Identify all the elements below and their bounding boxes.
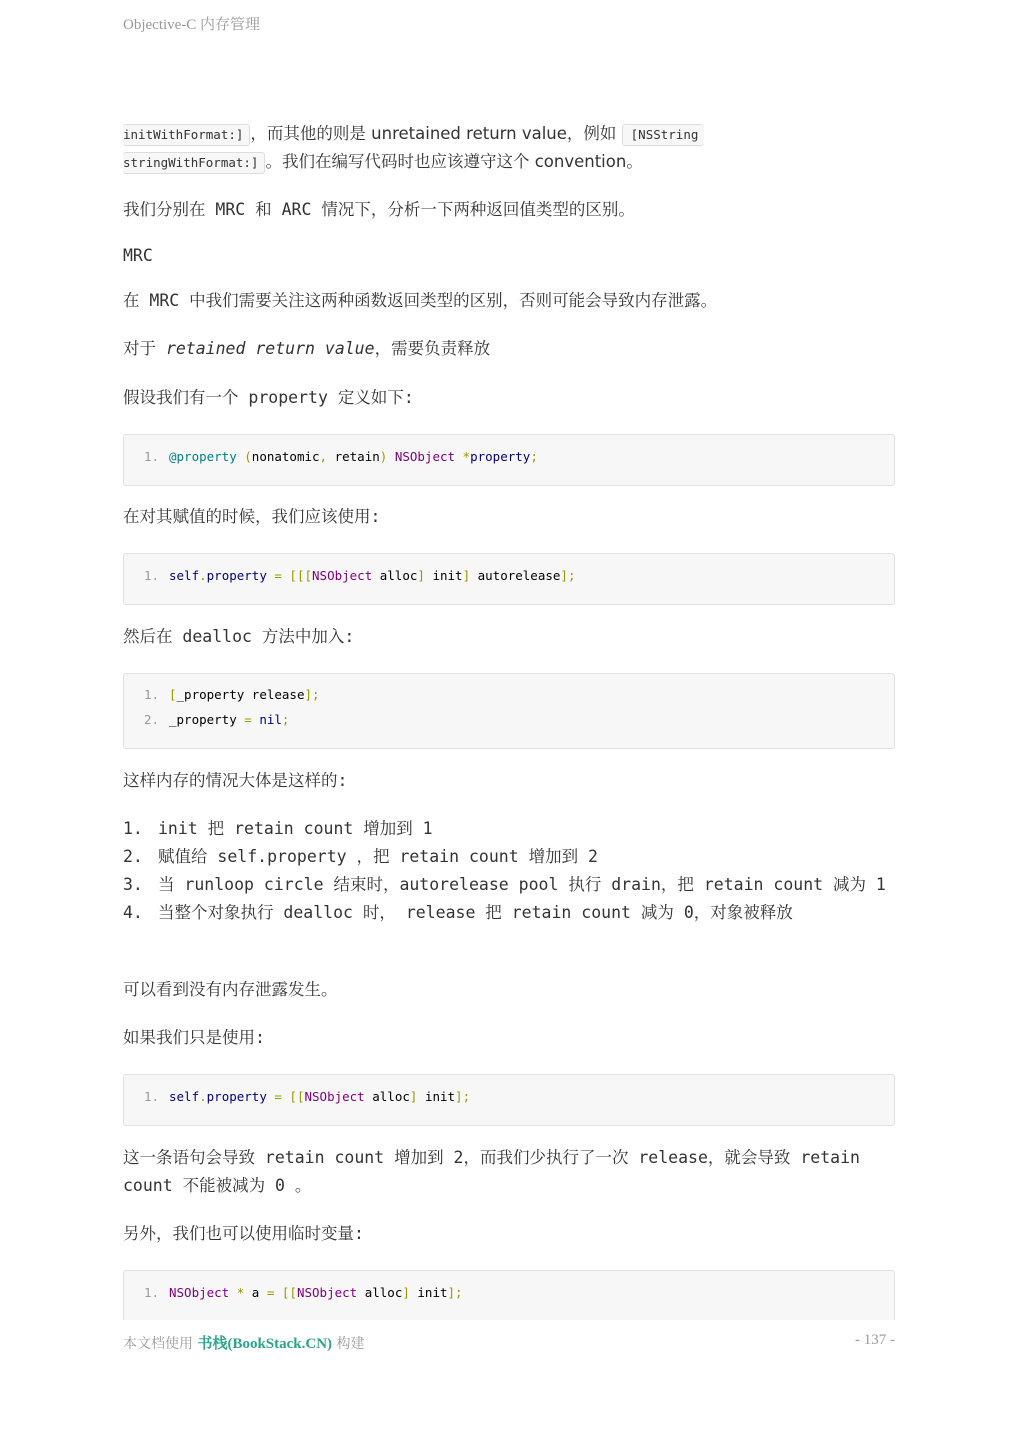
emphasis: retained return value	[165, 339, 375, 358]
code-token: ]	[462, 568, 478, 583]
text-segment: 对于	[123, 339, 166, 358]
code-token: .	[199, 568, 207, 583]
code-token: ];	[455, 1089, 471, 1104]
code-token: = [[	[259, 1285, 297, 1300]
code-token: ;	[530, 449, 538, 464]
list-item	[123, 871, 895, 899]
list-text: init 把 retain count 增加到 1	[158, 819, 433, 838]
paragraph-no-leak: 可以看到没有内存泄露发生。	[123, 980, 338, 999]
line-number: 2.	[144, 712, 160, 727]
code-token: (	[236, 449, 252, 464]
list-text: 当整个对象执行 dealloc 时， release 把 retain count 减为 0，对象被释放	[158, 903, 793, 922]
footer-text: 构建	[332, 1336, 365, 1352]
ordered-list	[123, 815, 895, 927]
code-token: )	[379, 449, 395, 464]
code-token: .	[199, 1089, 207, 1104]
code-line	[144, 710, 289, 730]
code-token: = [[	[266, 1089, 305, 1104]
line-number: 1.	[144, 1089, 160, 1104]
code-token: init	[424, 1089, 456, 1104]
code-token: @property	[169, 449, 237, 464]
list-number: 2.	[123, 847, 143, 866]
paragraph-temp-var: 另外，我们也可以使用临时变量:	[123, 1224, 364, 1243]
line-number: 1.	[144, 568, 160, 583]
page-content	[123, 0, 895, 1320]
code-line	[144, 1283, 463, 1303]
code-token: = [[[	[266, 568, 313, 583]
code-line	[144, 685, 320, 705]
code-token: NSObject	[296, 1285, 358, 1300]
running-header: Objective-C 内存管理	[123, 17, 261, 33]
code-token: self	[169, 568, 200, 583]
code-block	[123, 434, 895, 486]
paragraph-leak-explain: 这一条语句会导致 retain count 增加到 2，而我们少执行了一次 release，就会导致 retain count 不能被减为 0 。	[123, 1148, 860, 1195]
inline-code: initWithFormat:]	[123, 124, 250, 146]
text-segment: ，需要负责释放	[374, 339, 491, 358]
section-label-mrc: MRC	[123, 246, 153, 265]
text-segment: ，而其他的则是 unretained return value，例如	[250, 124, 622, 143]
paragraph-return-values-cont	[123, 148, 895, 176]
code-block	[123, 553, 895, 605]
code-token: ]	[417, 568, 433, 583]
text-segment: 。我们在编写代码时也应该遵守这个 convention。	[265, 152, 643, 171]
code-line	[144, 447, 538, 467]
list-number: 4.	[123, 903, 143, 922]
code-token: ]	[409, 1089, 425, 1104]
paragraph-return-values	[123, 120, 895, 148]
code-token: _property release	[176, 687, 305, 702]
code-token: init	[432, 568, 463, 583]
paragraph-only-use: 如果我们只是使用:	[123, 1028, 265, 1047]
paragraph-mrc-note: 在 MRC 中我们需要关注这两种函数返回类型的区别，否则可能会导致内存泄露。	[123, 291, 718, 310]
code-token: nonatomic	[251, 449, 320, 464]
code-block	[123, 1270, 895, 1320]
paragraph-dealloc: 然后在 dealloc 方法中加入:	[123, 627, 355, 646]
paragraph-memory-state: 这样内存的情况大体是这样的:	[123, 771, 348, 790]
paragraph-property-def: 假设我们有一个 property 定义如下:	[123, 388, 414, 407]
code-token: ];	[304, 687, 320, 702]
code-block	[123, 673, 895, 749]
list-item	[123, 843, 895, 871]
footer-brand-link[interactable]: 书栈(BookStack.CN)	[197, 1336, 333, 1352]
code-token: NSObject	[304, 1089, 365, 1104]
code-token: a	[251, 1285, 260, 1300]
paragraph-retained	[123, 335, 895, 363]
list-item	[123, 815, 895, 843]
code-token: alloc	[372, 568, 418, 583]
code-token: property	[206, 568, 267, 583]
page-number: - 137 -	[855, 1332, 895, 1348]
code-token: alloc	[357, 1285, 403, 1300]
footer-text: 本文档使用	[123, 1336, 198, 1352]
code-token: self	[169, 1089, 200, 1104]
code-token: [	[169, 687, 177, 702]
footer-credit	[123, 1332, 365, 1353]
code-token: ];	[560, 568, 576, 583]
code-token: ];	[447, 1285, 463, 1300]
list-text: 赋值给 self.property ，把 retain count 增加到 2	[158, 847, 598, 866]
inline-code: stringWithFormat:]	[123, 152, 265, 174]
paragraph-mrc-arc: 我们分别在 MRC 和 ARC 情况下，分析一下两种返回值类型的区别。	[123, 200, 635, 219]
list-number: 3.	[123, 875, 143, 894]
list-number: 1.	[123, 819, 143, 838]
list-text: 当 runloop circle 结束时，autorelease pool 执行 drain，把 retain count 减为 1	[158, 875, 886, 894]
code-token: ]	[402, 1285, 418, 1300]
code-token: =	[236, 712, 260, 727]
line-number: 1.	[144, 687, 160, 702]
code-token: autorelease	[477, 568, 561, 583]
code-token: alloc	[364, 1089, 410, 1104]
code-token: ;	[281, 712, 290, 727]
code-token: init	[417, 1285, 448, 1300]
code-token: property	[470, 449, 531, 464]
code-token: _property	[169, 712, 237, 727]
code-token: nil	[259, 712, 282, 727]
code-line	[144, 1087, 470, 1107]
code-token: *	[455, 449, 471, 464]
line-number: 1.	[144, 1285, 160, 1300]
line-number: 1.	[144, 449, 160, 464]
paragraph-assign: 在对其赋值的时候，我们应该使用:	[123, 507, 381, 526]
code-token: *	[229, 1285, 252, 1300]
code-line	[144, 566, 575, 586]
code-token: NSObject	[312, 568, 373, 583]
code-token: NSObject	[169, 1285, 230, 1300]
code-token: NSObject	[394, 449, 456, 464]
code-token: ,	[319, 449, 335, 464]
code-block	[123, 1074, 895, 1126]
code-token: property	[206, 1089, 267, 1104]
code-token: retain	[334, 449, 380, 464]
inline-code: [NSString	[622, 124, 705, 146]
list-item	[123, 899, 895, 927]
